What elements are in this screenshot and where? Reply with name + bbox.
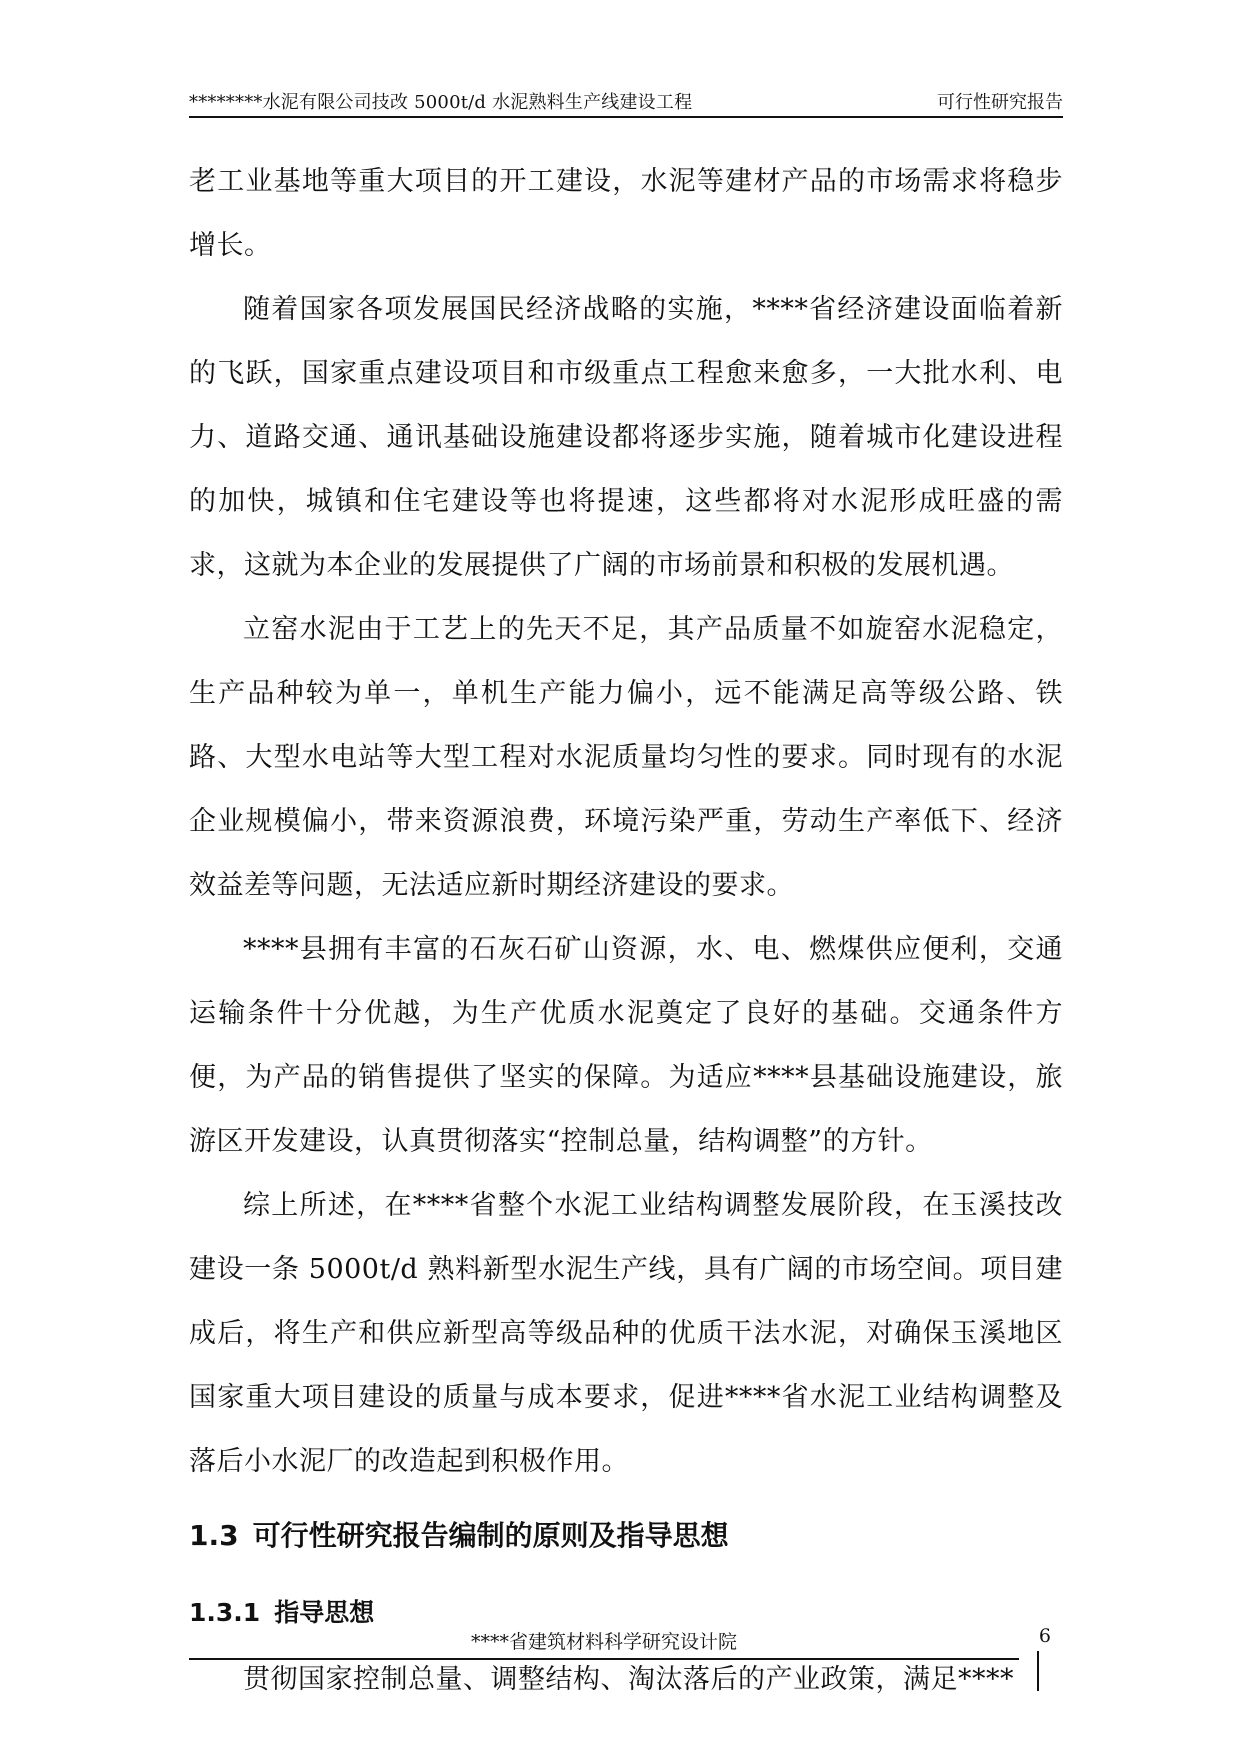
footer-institute: ****省建筑材料科学研究设计院 <box>470 1631 737 1653</box>
subsection-title: 指导思想 <box>274 1598 375 1627</box>
page-body <box>189 150 1063 1712</box>
page-header <box>189 86 1063 118</box>
paragraph-3: 立窑水泥由于工艺上的先天不足，其产品质量不如旋窑水泥稳定，生产品种较为单一，单机生产能力偏小，远不能满足高等级公路、铁路、大型水电站等大型工程对水泥质量均匀性的要求。同时现有的水泥企业规模偏小，带来资源浪费，环境污染严重，劳动生产率低下、经济效益差等问题，无法适应新时期经济建设的要求。 <box>189 614 1063 901</box>
page-number: 6 <box>1038 1625 1051 1647</box>
footer-page-rule <box>1037 1651 1039 1691</box>
footer-rule <box>189 1658 1019 1660</box>
section-title: 可行性研究报告编制的原则及指导思想 <box>252 1519 729 1552</box>
paragraph-6: 贯彻国家控制总量、调整结构、淘汰落后的产业政策，满足**** <box>243 1664 1014 1695</box>
paragraph-2: 随着国家各项发展国民经济战略的实施，****省经济建设面临着新的飞跃，国家重点建设项目和市级重点工程愈来愈多，一大批水利、电力、道路交通、通讯基础设施建设都将逐步实施，随着城市化建设进程的加快，城镇和住宅建设等也将提速，这些都将对水泥形成旺盛的需求，这就为本企业的发展提供了广阔的市场前景和积极的发展机遇。 <box>189 294 1063 581</box>
subsection-number: 1.3.1 <box>189 1598 261 1627</box>
page-footer <box>189 1625 1063 1659</box>
paragraph-5: 综上所述，在****省整个水泥工业结构调整发展阶段，在玉溪技改建设一条 5000t/d 熟料新型水泥生产线，具有广阔的市场空间。项目建成后，将生产和供应新型高等级品种的优质干法水泥，对确保玉溪地区国家重大项目建设的质量与成本要求，促进****省水泥工业结构调整及落后小水泥厂的改造起到积极作用。 <box>189 1190 1063 1477</box>
header-project-title: ********水泥有限公司技改 5000t/d 水泥熟料生产线建设工程 <box>189 92 693 113</box>
paragraph-4: ****县拥有丰富的石灰石矿山资源，水、电、燃煤供应便利，交通运输条件十分优越，为生产优质水泥奠定了良好的基础。交通条件方便，为产品的销售提供了坚实的保障。为适应****县基础设施建设，旅游区开发建设，认真贯彻落实“控制总量，结构调整”的方针。 <box>189 934 1063 1157</box>
header-report-type: 可行性研究报告 <box>937 92 1063 113</box>
section-number: 1.3 <box>189 1519 239 1552</box>
paragraph-1: 老工业基地等重大项目的开工建设，水泥等建材产品的市场需求将稳步增长。 <box>189 166 1063 261</box>
section-heading <box>189 1494 1063 1578</box>
